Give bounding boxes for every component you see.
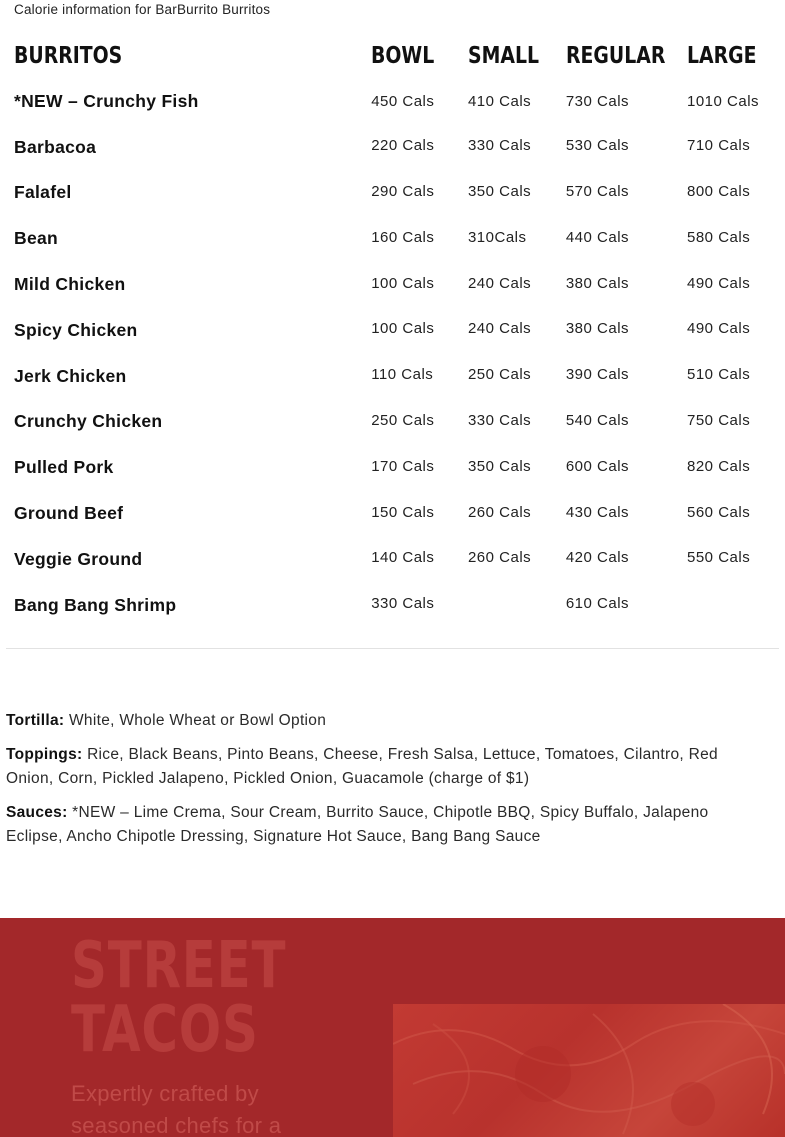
street-tacos-subtitle: Expertly crafted by seasoned chefs for a (71, 1081, 282, 1137)
large-calories: 580 Cals (687, 228, 751, 246)
bowl-calories: 110 Cals (371, 366, 434, 384)
large-calories (687, 581, 774, 627)
large-calories: 490 Cals (687, 320, 751, 338)
header-bowl: BOWL (371, 43, 435, 69)
bowl-calories: 100 Cals (371, 320, 435, 338)
burrito-name: Pulled Pork (14, 457, 114, 478)
header-large: LARGE (687, 43, 757, 69)
street-tacos-title: STREET TACOS (71, 929, 287, 1067)
table-row (14, 535, 774, 581)
burrito-name: Crunchy Chicken (14, 411, 163, 432)
table-body (14, 72, 774, 627)
toppings-info (6, 743, 756, 791)
burrito-name: Spicy Chicken (14, 319, 138, 340)
header-burritos: BURRITOS (14, 43, 123, 69)
table-row (14, 398, 774, 444)
regular-calories: 390 Cals (565, 366, 630, 384)
table-row (14, 581, 774, 627)
small-calories: 350 Cals (467, 457, 532, 475)
small-calories: 240 Cals (467, 274, 532, 292)
burrito-name: Veggie Ground (14, 548, 143, 569)
large-calories: 1010 Cals (687, 92, 760, 110)
calorie-table (14, 40, 774, 627)
bowl-calories: 220 Cals (371, 137, 435, 155)
regular-calories: 600 Cals (565, 457, 630, 475)
table-row (14, 123, 774, 169)
small-calories: 260 Cals (467, 503, 532, 521)
bowl-calories: 140 Cals (371, 549, 435, 567)
regular-calories: 610 Cals (565, 595, 630, 613)
burrito-name: Bang Bang Shrimp (14, 594, 177, 615)
bowl-calories: 170 Cals (371, 457, 435, 475)
large-calories: 510 Cals (687, 366, 751, 384)
regular-calories: 380 Cals (565, 274, 630, 292)
burrito-name: Mild Chicken (14, 274, 126, 295)
regular-calories: 730 Cals (565, 92, 630, 110)
tortilla-label: Tortilla: (6, 712, 65, 729)
sauces-text: *NEW – Lime Crema, Sour Cream, Burrito Sauce, Chipotle BBQ, Spicy Buffalo, Jalapeno Eclipse, Ancho Chipotle Dressing, Signature Hot Sauce, Bang Bang Sauce (6, 804, 709, 845)
small-calories: 250 Cals (467, 366, 532, 384)
taco-food-image (393, 1004, 785, 1137)
burrito-name: Jerk Chicken (14, 365, 127, 386)
table-row (14, 169, 774, 215)
burrito-name: Ground Beef (14, 503, 124, 524)
bowl-calories: 330 Cals (371, 595, 435, 613)
small-calories: 310Cals (467, 228, 527, 246)
regular-calories: 540 Cals (565, 411, 630, 429)
table-row (14, 260, 774, 306)
bowl-calories: 100 Cals (371, 274, 435, 292)
section-divider (6, 648, 779, 649)
regular-calories: 420 Cals (565, 549, 630, 567)
table-caption: Calorie information for BarBurrito Burritos (14, 2, 271, 17)
header-small: SMALL (467, 43, 539, 69)
large-calories: 820 Cals (687, 457, 751, 475)
burrito-name: Bean (14, 228, 58, 249)
large-calories: 800 Cals (687, 182, 751, 200)
large-calories: 490 Cals (687, 274, 751, 292)
burrito-name: *NEW – Crunchy Fish (14, 90, 199, 111)
bowl-calories: 450 Cals (371, 92, 435, 110)
burrito-name: Falafel (14, 182, 72, 203)
header-regular: REGULAR (565, 43, 666, 69)
regular-calories: 570 Cals (565, 182, 630, 200)
bowl-calories: 250 Cals (371, 411, 435, 429)
large-calories: 750 Cals (687, 411, 751, 429)
table-row (14, 214, 774, 260)
table-row (14, 306, 774, 352)
regular-calories: 380 Cals (565, 320, 630, 338)
bowl-calories: 150 Cals (371, 503, 435, 521)
bowl-calories: 160 Cals (371, 228, 435, 246)
toppings-label: Toppings: (6, 746, 83, 763)
toppings-text: Rice, Black Beans, Pinto Beans, Cheese, Fresh Salsa, Lettuce, Tomatoes, Cilantro, Red Onion, Corn, Pickled Jalapeno, Pickled Onion, Guacamole (charge of $1) (6, 746, 718, 787)
table-row (14, 72, 774, 123)
regular-calories: 530 Cals (565, 137, 630, 155)
burrito-name: Barbacoa (14, 136, 97, 157)
small-calories: 410 Cals (467, 92, 532, 110)
small-calories: 350 Cals (467, 182, 532, 200)
table-row (14, 489, 774, 535)
tortilla-info (6, 709, 756, 733)
small-calories: 330 Cals (467, 137, 532, 155)
tortilla-text: White, Whole Wheat or Bowl Option (69, 712, 327, 729)
large-calories: 550 Cals (687, 549, 751, 567)
large-calories: 710 Cals (687, 137, 751, 155)
small-calories: 260 Cals (467, 549, 532, 567)
small-calories: 240 Cals (467, 320, 532, 338)
bowl-calories: 290 Cals (371, 182, 435, 200)
regular-calories: 440 Cals (565, 228, 630, 246)
regular-calories: 430 Cals (565, 503, 630, 521)
table-row (14, 352, 774, 398)
sauces-info (6, 801, 756, 849)
small-calories: 330 Cals (467, 411, 532, 429)
small-calories (468, 581, 566, 627)
table-row (14, 443, 774, 489)
large-calories: 560 Cals (687, 503, 751, 521)
sauces-label: Sauces: (6, 804, 68, 821)
street-tacos-section (0, 918, 785, 1137)
table-header-row (14, 40, 774, 72)
